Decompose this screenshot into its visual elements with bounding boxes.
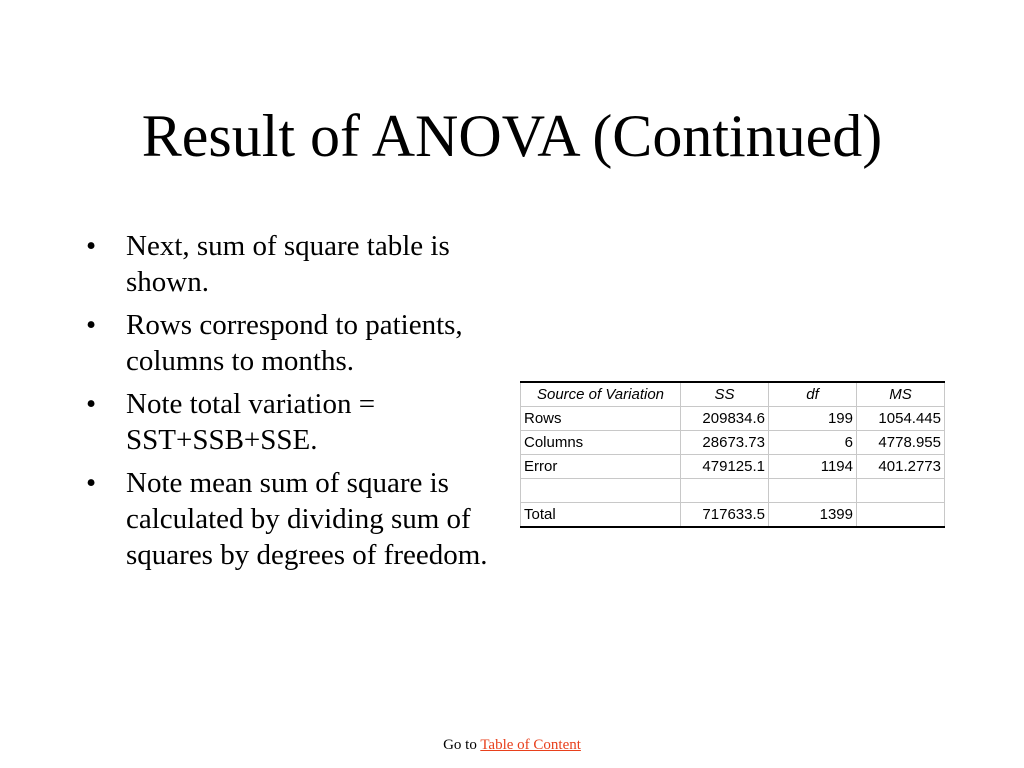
row-df: 199 xyxy=(769,407,857,431)
row-source: Error xyxy=(521,455,681,479)
bullet-list xyxy=(80,228,500,580)
row-source xyxy=(521,479,681,503)
table-row-empty xyxy=(521,479,945,503)
row-source: Total xyxy=(521,503,681,528)
table-row xyxy=(521,407,945,431)
row-ss: 479125.1 xyxy=(681,455,769,479)
row-source: Columns xyxy=(521,431,681,455)
row-ss: 717633.5 xyxy=(681,503,769,528)
footer-prefix: Go to xyxy=(443,737,477,753)
table-of-content-link[interactable]: Table of Content xyxy=(480,737,581,753)
row-df xyxy=(769,479,857,503)
row-source: Rows xyxy=(521,407,681,431)
bullet-text: Next, sum of square table is shown. xyxy=(126,230,450,298)
header-ss: SS xyxy=(681,382,769,407)
bullet-dot-icon: • xyxy=(86,309,97,341)
row-ss: 209834.6 xyxy=(681,407,769,431)
row-ms xyxy=(857,503,945,528)
header-df: df xyxy=(769,382,857,407)
row-ss: 28673.73 xyxy=(681,431,769,455)
row-ms: 1054.445 xyxy=(857,407,945,431)
header-ms: MS xyxy=(857,382,945,407)
table-row-total xyxy=(521,503,945,528)
table-header-row xyxy=(521,382,945,407)
row-ms: 401.2773 xyxy=(857,455,945,479)
row-df: 6 xyxy=(769,431,857,455)
row-ss xyxy=(681,479,769,503)
table-row xyxy=(521,455,945,479)
table-row xyxy=(521,431,945,455)
bullet-text: Note total variation = SST+SSB+SSE. xyxy=(126,388,376,456)
anova-table xyxy=(520,381,945,528)
bullet-text: Note mean sum of square is calculated by dividing sum of squares by degrees of freedom. xyxy=(126,467,488,571)
bullet-item xyxy=(80,307,500,379)
footer-nav xyxy=(0,735,1024,755)
bullet-item xyxy=(80,386,500,458)
row-df: 1194 xyxy=(769,455,857,479)
row-df: 1399 xyxy=(769,503,857,528)
bullet-dot-icon: • xyxy=(86,230,97,262)
bullet-text: Rows correspond to patients, columns to months. xyxy=(126,309,463,377)
bullet-item xyxy=(80,228,500,300)
bullet-dot-icon: • xyxy=(86,388,97,420)
bullet-dot-icon: • xyxy=(86,467,97,499)
header-source-of-variation: Source of Variation xyxy=(521,382,681,407)
row-ms: 4778.955 xyxy=(857,431,945,455)
slide-title: Result of ANOVA (Continued) xyxy=(141,103,883,169)
row-ms xyxy=(857,479,945,503)
bullet-item xyxy=(80,465,500,573)
